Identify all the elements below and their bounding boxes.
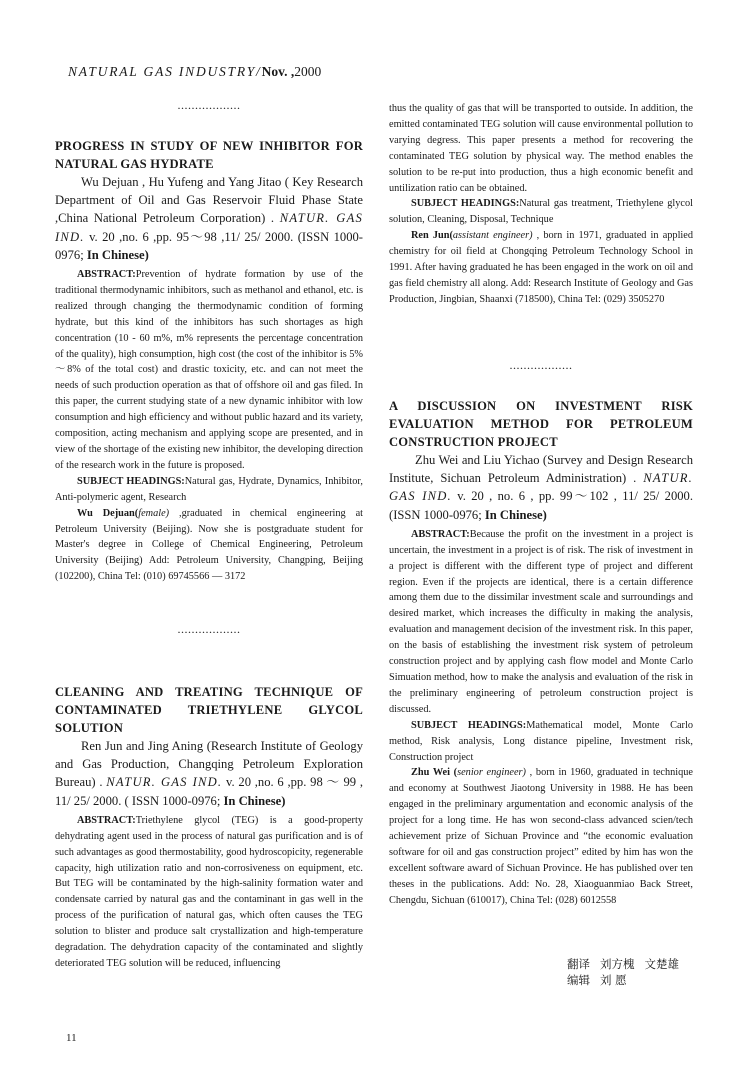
citation-language: In Chinese) (484, 507, 547, 522)
citation-language: In Chinese) (86, 247, 149, 262)
article-abstract (389, 527, 693, 718)
journal-abbr: NATUR. GAS IND. (389, 471, 693, 504)
bio-text: , born in 1960, graduated in technique and economy at Southwest Jiaotong University in 1988. He has been engaged in the preliminary argumentation and economic analysis of the project for a long time. He has won second-class advanced scien/tech achievement prize of Sichuan Province and “the economic evaluation software for oil and gas construction project” edited by him has won the excellent software award of Sichuan Province. He has published over ten theses in the publications. Add: No. 28, Xiaoguanmiao Back Street, Chengdu, Sichuan (610017), China Tel: (028) 6012558 (389, 767, 694, 906)
citation-details: v. 20 ,no. 6 ,pp. 95～98 ,11/ 25/ 2000. (ISSN 1000-0976; (55, 229, 363, 262)
translate-label: 翻译 (567, 957, 590, 971)
subject-headings (389, 718, 693, 766)
issue-month: Nov. , (261, 64, 295, 79)
article-3 (389, 397, 693, 909)
article-abstract (55, 813, 363, 972)
translator-name: 刘方槐 (600, 957, 635, 971)
editor-line (567, 972, 689, 988)
article-1 (55, 137, 363, 585)
abstract-text: Because the profit on the investment in a project is uncertain, the investment in a project is of risk. The risk of investment in a project is different with the different type of project and different region. Even if the projects are identical, there is a certain difference among them due to the dissimilar investment scale and surroundings and desired market, which increases the difficulty in making the analysis, evaluation and management decision of the investment risk. In this paper, on the basis of establishing the investment risk system of petroleum construction project and by applying cash flow model and Monte Carlo Simuation method, how to make the analysis and evaluation of the risk in the preliminary engineering of petroleum construction project is discussed. (389, 528, 693, 715)
journal-abbr: NATUR. GAS IND. (55, 211, 363, 244)
separator-dots: .................. (177, 98, 241, 112)
bio-role: assistant engineer) (452, 230, 533, 242)
article-2 (55, 683, 363, 972)
page-number: 11 (66, 1032, 77, 1044)
editor-name: 刘 愿 (600, 973, 627, 987)
running-header (68, 64, 321, 80)
citation-details: v. 20 , no. 6 , pp. 99～102 , 11/ 25/ 2000. (ISSN 1000-0976; (389, 489, 693, 522)
translator-name: 文楚雄 (644, 957, 679, 971)
bio-name: Zhu Wei ( (411, 767, 458, 779)
article-authors: Zhu Wei and Liu Yichao (Survey and Design Research Institute, Sichuan Petroleum Administration) . (389, 453, 693, 486)
bio-name: Wu Dejuan( (77, 507, 139, 519)
article-citation (55, 173, 363, 264)
issue-year: 2000 (294, 64, 322, 79)
translator-line (567, 956, 689, 972)
article-abstract-continued: thus the quality of gas that will be transported to outside. In addition, the emitted contaminated TEG solution will cause environmental pollution to varying degress. This paper presents a method for recovering the contaminated TEG solution by physical way. The method enables the solution to be re-put into production, thus a high economic benefit and untilization ratio can be obtained. (389, 103, 693, 194)
subject-label: SUBJECT HEADINGS: (411, 719, 527, 731)
citation-details: v. 20 ,no. 6 ,pp. 98 ～ 99 , 11/ 25/ 2000. ( ISSN 1000-0976; (55, 775, 363, 808)
abstract-label: ABSTRACT: (411, 528, 470, 540)
translation-credits (567, 956, 689, 988)
bio-text: ,graduated in chemical engineering at Petroleum University (Beijing). Now she is postgraduate student for Master's degree in College of Chemical Engineering, Petroleum University (Beijing) Add: Petroleum University, Changping, Beijing (102200), China Tel: (010) 69745566 — 3172 (55, 507, 363, 583)
article-title: CLEANING AND TREATING TECHNIQUE OF CONTAMINATED TRIETHYLENE GLYCOL SOLUTION (55, 685, 363, 735)
abstract-label: ABSTRACT: (77, 814, 136, 826)
bio-role: female) (138, 507, 170, 519)
abstract-text: Prevention of hydrate formation by use of the traditional thermodynamic inhibitors, such as methanol and ethanol, etc. is realized through changing the thermodynamic condition of forming hydrate, but this kind of the inhibitors has such shortages as high concentration (10 - 60 m%, m% represents the percentage concentration of the quality), high consumption, high cost (the cost of the inhibitor is 5%～8% of the total cost) and drastic toxicity, etc. and can not meet the needs of such production operation as that of offshore oil and gas filed. In this paper, the current studying state of a new dynamic inhibitor with low consumption and high efficiency and without public hazard and its variety, composition, acting mechanism and applying scope are presented, and in view of the shortage of the existing new inhibitor, the developing direction of the research work in the future is proposed. (55, 269, 364, 471)
article-citation (389, 451, 693, 524)
abstract-label: ABSTRACT: (77, 269, 136, 281)
journal-abbr: NATUR. GAS IND. (106, 775, 223, 790)
article-authors: Ren Jun and Jing Aning (Research Institute of Geology and Gas Production, Changqing Petroleum Exploration Bureau) . (55, 739, 363, 790)
article-authors: Wu Dejuan , Hu Yufeng and Yang Jitao ( Key Research Department of Oil and Gas Reservoir Fluid Phase State ,China National Petroleum Corporation) . (55, 175, 363, 226)
separator-dots: .................. (177, 622, 241, 636)
edit-label: 编辑 (567, 973, 590, 987)
article-title: PROGRESS IN STUDY OF NEW INHIBITOR FOR NATURAL GAS HYDRATE (55, 139, 363, 171)
article-title: A DISCUSSION ON INVESTMENT RISK EVALUATION METHOD FOR PETROLEUM CONSTRUCTION PROJECT (389, 399, 693, 449)
citation-language: In Chinese) (223, 793, 286, 808)
article-2-continued (389, 101, 693, 308)
author-bio (389, 765, 693, 908)
subject-headings (55, 474, 363, 506)
bio-name: Ren Jun( (411, 230, 453, 242)
subject-headings (389, 196, 693, 228)
bio-text: , born in 1971, graduated in applied chemistry for oil field at Chongqing Petroleum Technology School in 1991. After having graduated he has been engaged in the work on oil and gas field chemistry all along. Add: Research Institute of Geology and Gas Production, Jingbian, Shaanxi (718500), China Tel: (029) 3505270 (389, 230, 694, 305)
bio-role: senior engineer) (457, 767, 526, 779)
subject-text: Mathematical model, Monte Carlo method, Risk analysis, Long distance pipeline, Investment risk, Construction project (389, 719, 693, 763)
journal-name: NATURAL GAS INDUSTRY/ (68, 64, 262, 79)
abstract-text: Triethylene glycol (TEG) is a good-property dehydrating agent used in the process of natural gas purification and is of such advantages as good thermostability, good hydroscopicity, regenerable capacity, high utilization ratio and non-corrosiveness on equipment, etc. But TEG will be contaminated by the high-salinity formation water and condensate carried by natural gas and the contaminant in gas well in the process of the purification of natural gas, which often causes the TEG solution to blister and produce salt crystallization and high-temperature degradation. The dehydration capacity of the contaminated and slightly deteriorated TEG solution will be reduced, influencing (55, 814, 363, 969)
subject-text: Natural gas, Hydrate, Dynamics, Inhibitor, Anti-polymeric agent, Research (55, 475, 363, 503)
separator-dots: .................. (509, 358, 573, 372)
subject-text: Natural gas treatment, Triethylene glycol solution, Cleaning, Disposal, Technique (389, 198, 693, 226)
article-abstract (55, 267, 363, 474)
subject-label: SUBJECT HEADINGS: (411, 198, 520, 210)
subject-label: SUBJECT HEADINGS: (77, 475, 185, 487)
author-bio (389, 228, 693, 308)
article-citation (55, 737, 363, 810)
author-bio (55, 506, 363, 586)
